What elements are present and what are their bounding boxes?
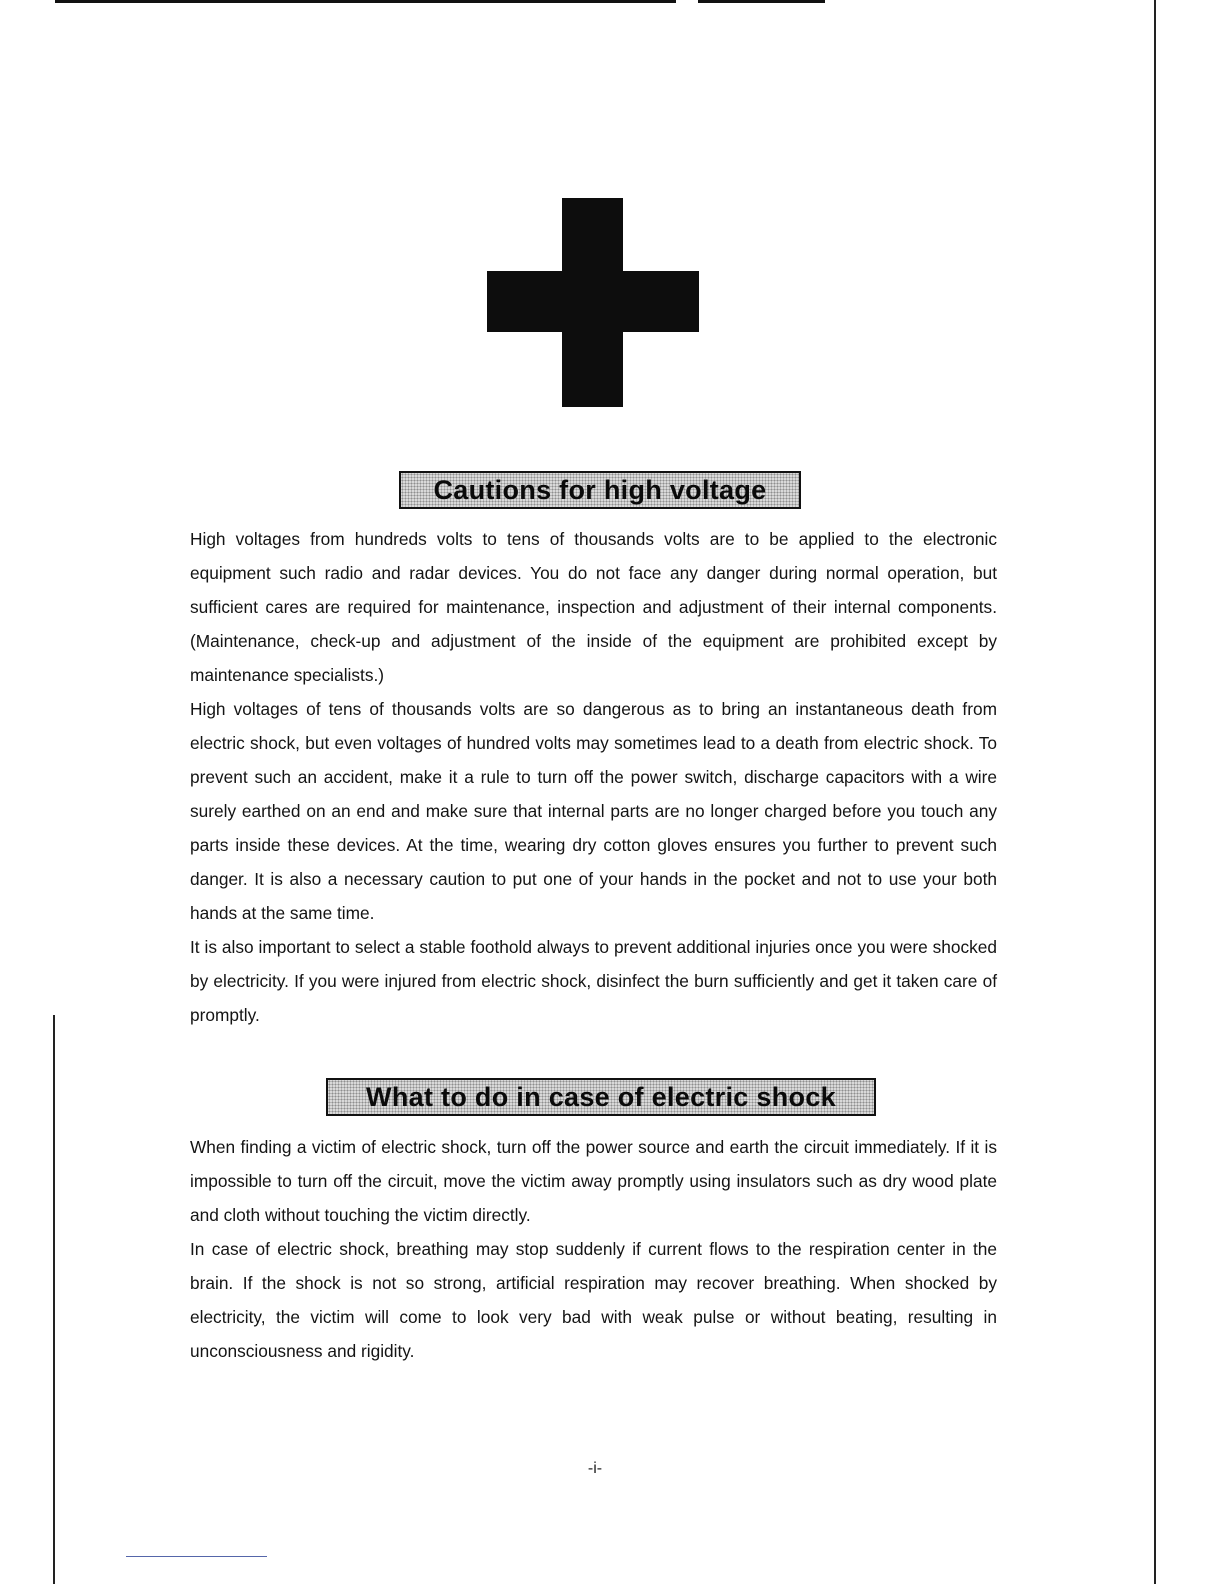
first-aid-cross-icon — [487, 198, 699, 407]
cross-horizontal-bar — [487, 271, 699, 332]
electric-shock-body — [190, 1130, 997, 1368]
section-heading-high-voltage — [399, 471, 801, 509]
section-heading-text: Cautions for high voltage — [433, 474, 767, 505]
scan-border-gap — [676, 0, 698, 4]
scan-mark-bottom — [126, 1556, 267, 1557]
paragraph: It is also important to select a stable foothold always to prevent additional injuries once you were shocked by electricity. If you were injured from electric shock, disinfect the burn sufficiently and get it taken care of promptly. — [190, 937, 997, 1025]
scan-border-right — [1154, 0, 1156, 1584]
scan-border-top — [55, 0, 825, 3]
paragraph: High voltages of tens of thousands volts are so dangerous as to bring an instantaneous death from electric shock, but even voltages of hundred volts may sometimes lead to a death from electric shock. To prevent such an accident, make it a rule to turn off the power switch, discharge capacitors with a wire surely earthed on an end and make sure that internal parts are no longer charged before you touch any parts inside these devices. At the time, wearing dry cotton gloves ensures you further to prevent such danger. It is also a necessary caution to put one of your hands in the pocket and not to use your both hands at the same time. — [190, 699, 997, 923]
section-heading-text: What to do in case of electric shock — [366, 1081, 836, 1112]
paragraph: When finding a victim of electric shock, turn off the power source and earth the circuit immediately. If it is impossible to turn off the circuit, move the victim away promptly using insulators such as dry wood plate and cloth without touching the victim directly. — [190, 1137, 997, 1225]
paragraph: In case of electric shock, breathing may stop suddenly if current flows to the respiration center in the brain. If the shock is not so strong, artificial respiration may recover breathing. When shocked by electricity, the victim will come to look very bad with weak pulse or without beating, resulting in unconsciousness and rigidity. — [190, 1239, 997, 1361]
page-number: -i- — [587, 1460, 603, 1477]
section-heading-electric-shock — [326, 1078, 876, 1116]
scan-border-left — [53, 1015, 55, 1584]
high-voltage-body — [190, 522, 997, 1032]
paragraph: High voltages from hundreds volts to tens of thousands volts are to be applied to the electronic equipment such radio and radar devices. You do not face any danger during normal operation, but sufficient cares are required for maintenance, inspection and adjustment of their internal components. (Maintenance, check-up and adjustment of the inside of the equipment are prohibited except by maintenance specialists.) — [190, 529, 997, 685]
